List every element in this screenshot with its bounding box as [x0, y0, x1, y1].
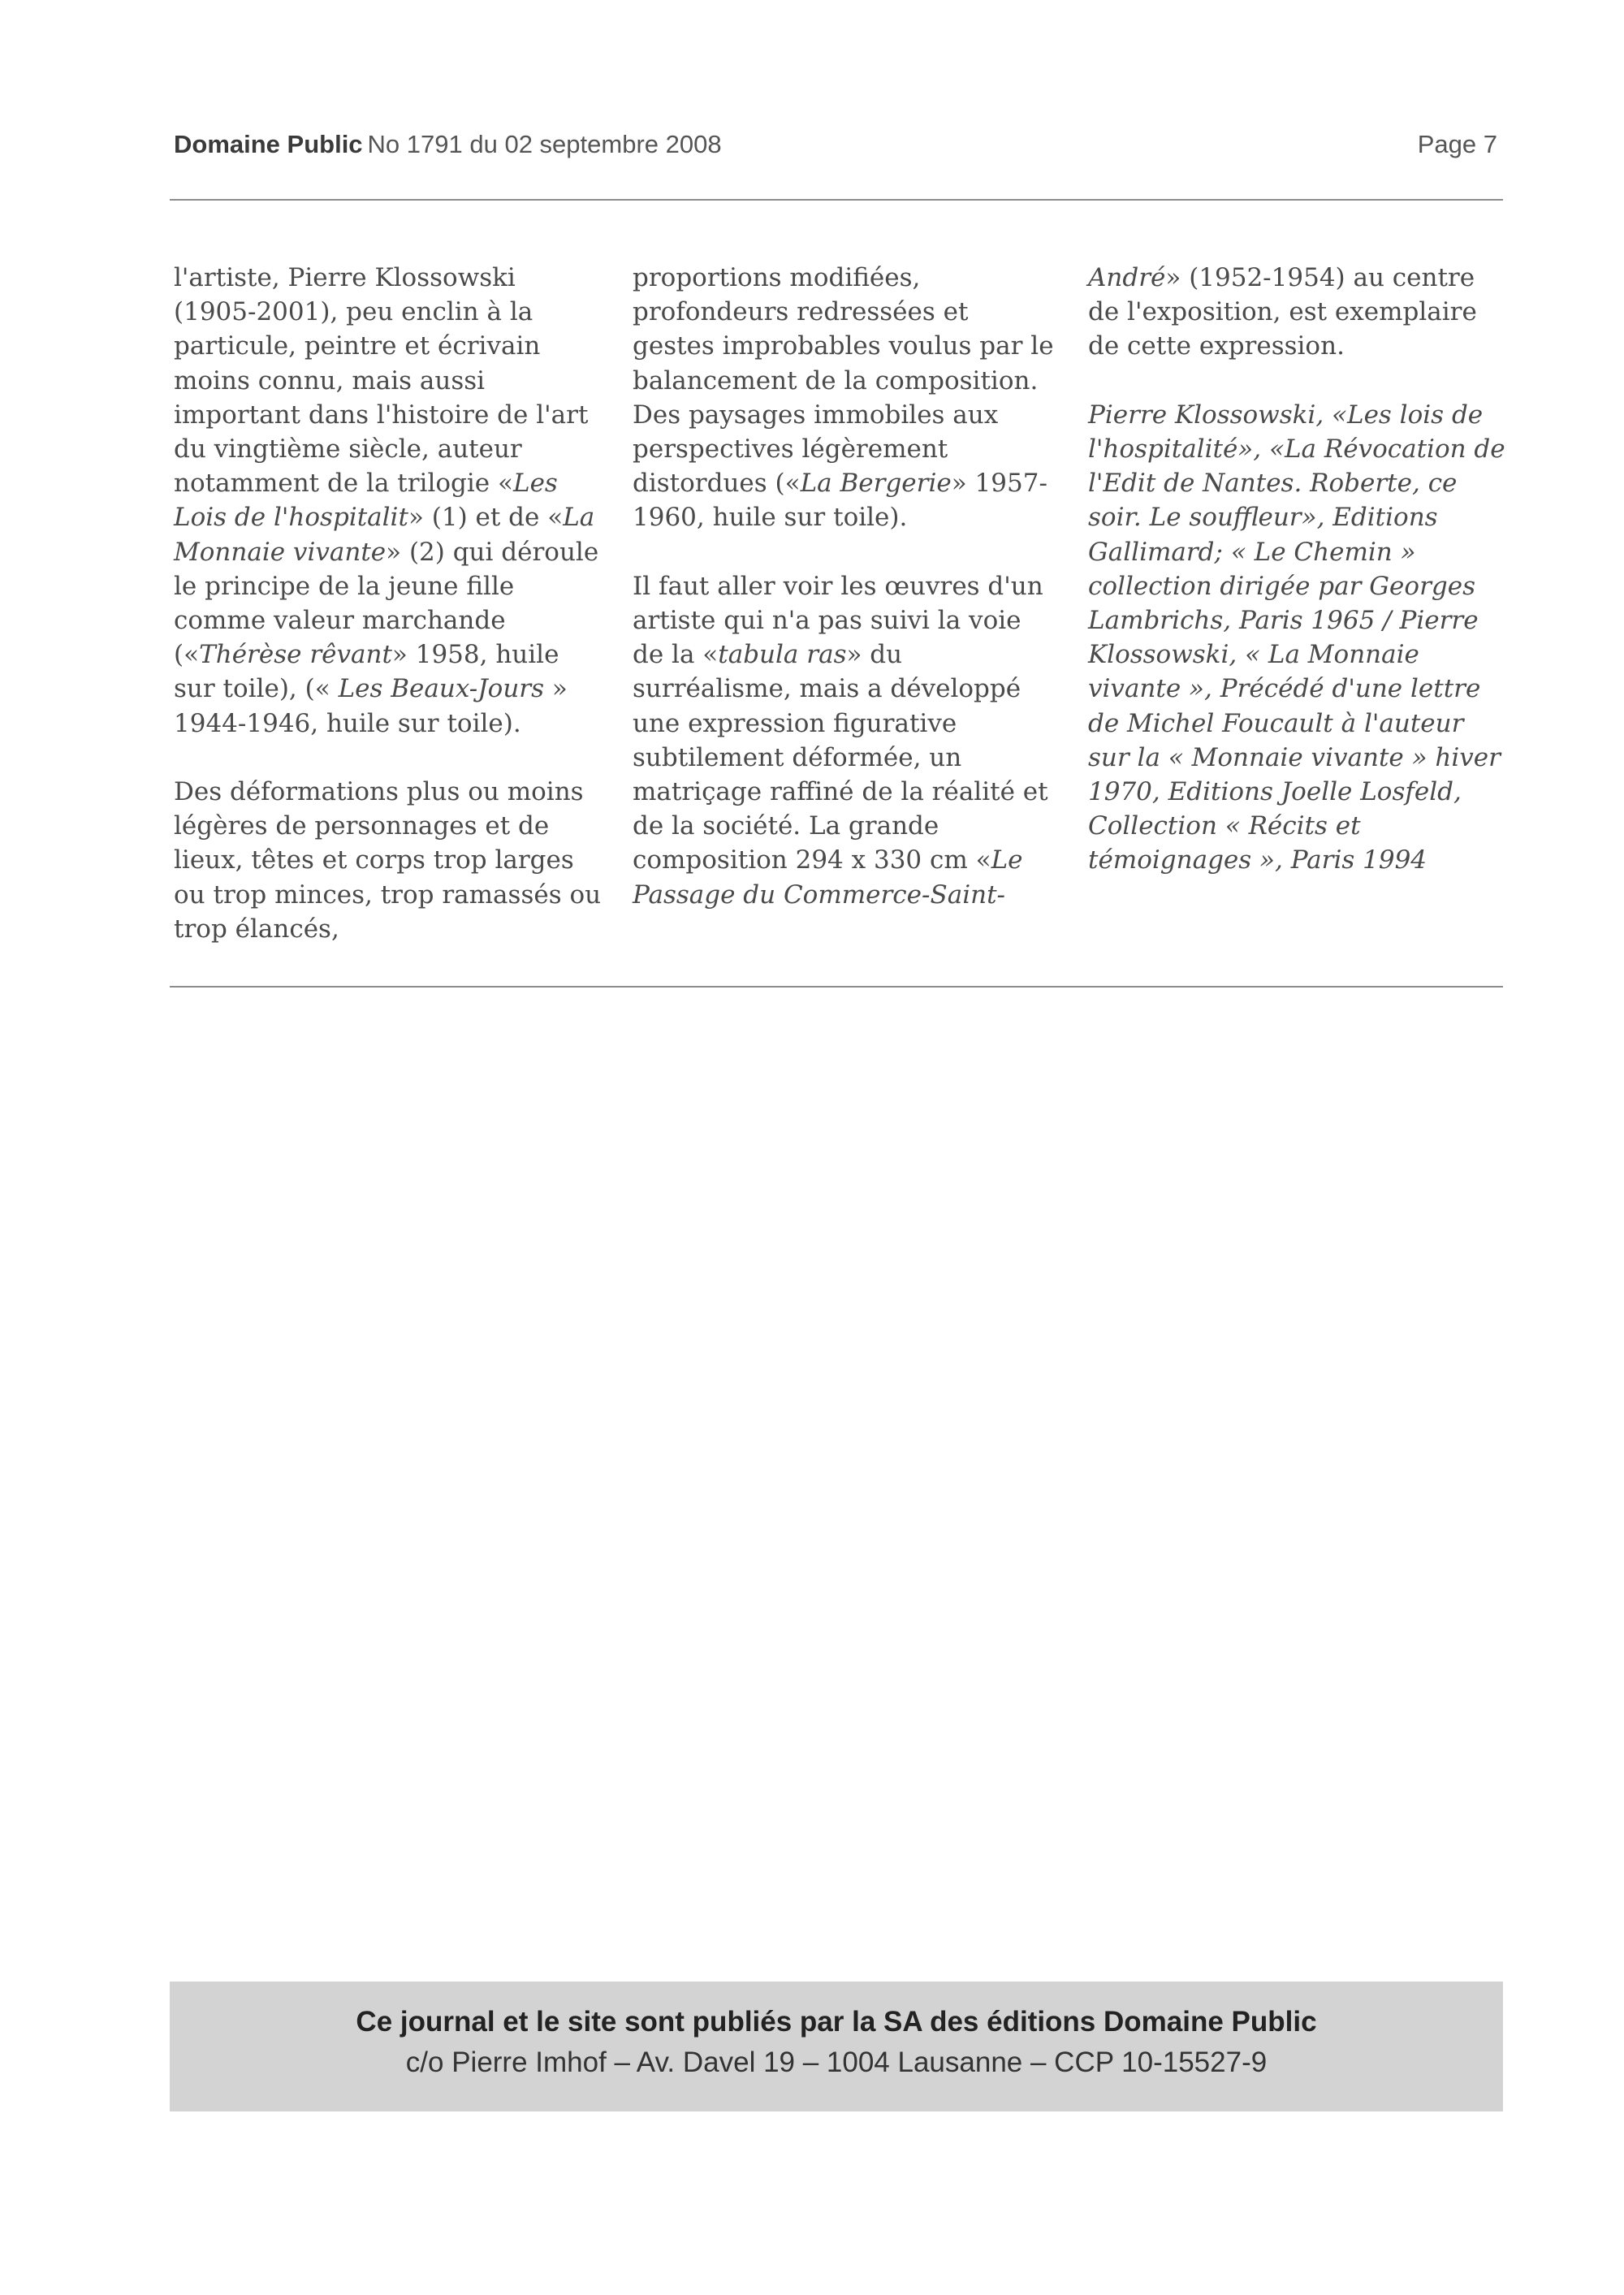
- bibliography-references: Pierre Klossowski, «Les lois de l'hospitalité», «La Révocation de l'Edit de Nantes. Roberte, ce soir. Le souffleur», Editions Gallimard; « Le Chemin » collection dirigée par Georges Lambrichs, Paris 1965 / Pierre Klossowski, « La Monnaie vivante », Précédé d'une lettre de Michel Foucault à l'auteur sur la « Monnaie vivante » hiver 1970, Editions Joelle Losfeld, Collection « Récits et témoignages », Paris 1994: [1088, 400, 1505, 875]
- column-1-paragraph-2: Des déformations plus ou moins légères de personnages et de lieux, têtes et corps trop larges ou trop minces, trop ramassés ou trop élancés,: [174, 777, 602, 944]
- column-3-paragraph-1: André» (1952-1954) au centre de l'exposition, est exemplaire de cette expression.: [1088, 263, 1477, 361]
- column-1-paragraph-1: l'artiste, Pierre Klossowski (1905-2001), peu enclin à la particule, peintre et écrivain moins connu, mais aussi important dans l'histoire de l'art du vingtième siècle, auteur notamment de la trilogie «Les Lois de l'hospitalit» (1) et de «La Monnaie vivante» (2) qui déroule le principe de la jeune fille comme valeur marchande («Thérèse rêvant» 1958, huile sur toile), (« Les Beaux-Jours » 1944-1946, huile sur toile).: [174, 263, 599, 738]
- publisher-statement: Ce journal et le site sont publiés par la SA des éditions Domaine Public: [356, 2006, 1317, 2038]
- column-2-paragraph-1: proportions modifiées, profondeurs redressées et gestes improbables voulus par le balancement de la composition. Des paysages immobiles aux perspectives légèrement distordues («La Bergerie» 1957-1960, huile sur toile).: [633, 263, 1054, 533]
- page-header: [174, 130, 1497, 167]
- article-column-1: [174, 261, 604, 946]
- publisher-address: c/o Pierre Imhof – Av. Davel 19 – 1004 Lausanne – CCP 10-15527-9: [405, 2046, 1268, 2078]
- publication-name: Domaine Public: [174, 130, 363, 158]
- page-number: Page 7: [1417, 130, 1497, 158]
- issue-info: No 1791 du 02 septembre 2008: [367, 130, 722, 158]
- header-divider: [170, 199, 1503, 201]
- article-column-2: [633, 261, 1055, 912]
- publisher-footer: [170, 1982, 1503, 2111]
- column-2-paragraph-2: Il faut aller voir les œuvres d'un artiste qui n'a pas suivi la voie de la «tabula ras» du surréalisme, mais a développé une expression figurative subtilement déformée, un matriçage raffiné de la réalité et de la société. La grande composition 294 x 330 cm «Le Passage du Commerce-Saint-: [633, 571, 1048, 910]
- article-column-3: [1088, 261, 1510, 878]
- article-end-divider: [170, 986, 1503, 988]
